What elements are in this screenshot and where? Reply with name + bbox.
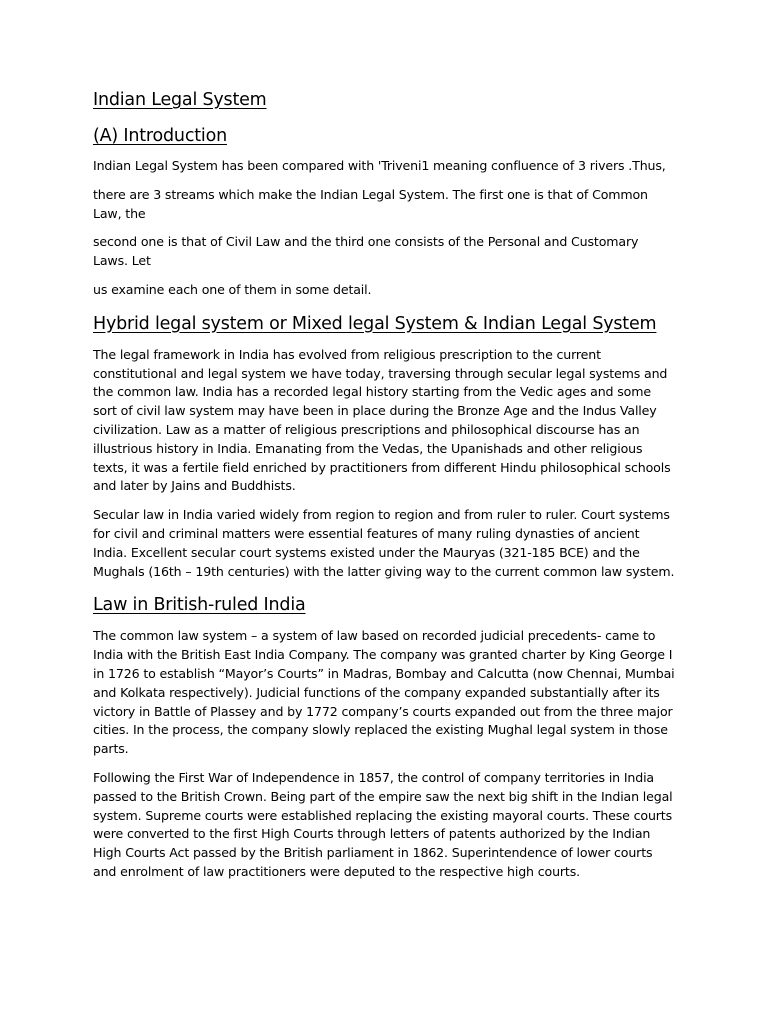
paragraph: The common law system – a system of law based on recorded judicial precedents- came to India with the British East India Company. The company was granted charter by King George I in 1726 to establish “Mayor’s Courts” in Madras, Bombay and Calcutta (now Chennai, Mumbai and Kolkata respectively). Judicial functions of the company expanded substantially after its victory in Battle of Plassey and by 1772 company’s courts expanded out from the three major cities. In the process, the company slowly replaced the existing Mughal legal system in those parts. — [93, 628, 675, 757]
section-heading-hybrid-legal-system: Hybrid legal system or Mixed legal System & Indian Legal System — [93, 313, 657, 334]
paragraph: second one is that of Civil Law and the third one consists of the Personal and Customary Laws. Let — [93, 234, 639, 269]
section-heading-british-ruled-india: Law in British-ruled India — [93, 595, 306, 616]
document-page — [93, 88, 676, 882]
paragraph: us examine each one of them in some detail. — [93, 281, 372, 297]
section-heading-introduction: (A) Introduction — [93, 126, 227, 146]
paragraph: Following the First War of Independence in 1857, the control of company territories in India passed to the British Crown. Being part of the empire saw the next big shift in the Indian legal system. Supreme courts were established replacing the existing mayoral courts. These courts were converted to the first High Courts through letters of patents authorized by the Indian High Courts Act passed by the British parliament in 1862. Superintendence of lower courts and enrolment of law practitioners were deputed to the respective high courts. — [93, 769, 673, 879]
document-title: Indian Legal System — [93, 90, 267, 110]
paragraph: Secular law in India varied widely from region to region and from ruler to ruler. Court systems for civil and criminal matters were essential features of many ruling dynasties of ancient India. Excellent secular court systems existed under the Mauryas (321-185 BCE) and the Mughals (16th – 19th centuries) with the latter giving way to the current common law system. — [93, 507, 675, 579]
paragraph: The legal framework in India has evolved from religious prescription to the current constitutional and legal system we have today, traversing through secular legal systems and the common law. India has a recorded legal history starting from the Vedic ages and some sort of civil law system may have been in place during the Bronze Age and the Indus Valley civilization. Law as a matter of religious prescriptions and philosophical discourse has an illustrious history in India. Emanating from the Vedas, the Upanishads and other religious texts, it was a fertile field enriched by practitioners from different Hindu philosophical schools and later by Jains and Buddhists. — [93, 346, 671, 494]
paragraph: there are 3 streams which make the Indian Legal System. The first one is that of Common Law, the — [93, 186, 648, 221]
paragraph: Indian Legal System has been compared with 'Triveni1 meaning confluence of 3 rivers .Thus, — [93, 158, 666, 173]
